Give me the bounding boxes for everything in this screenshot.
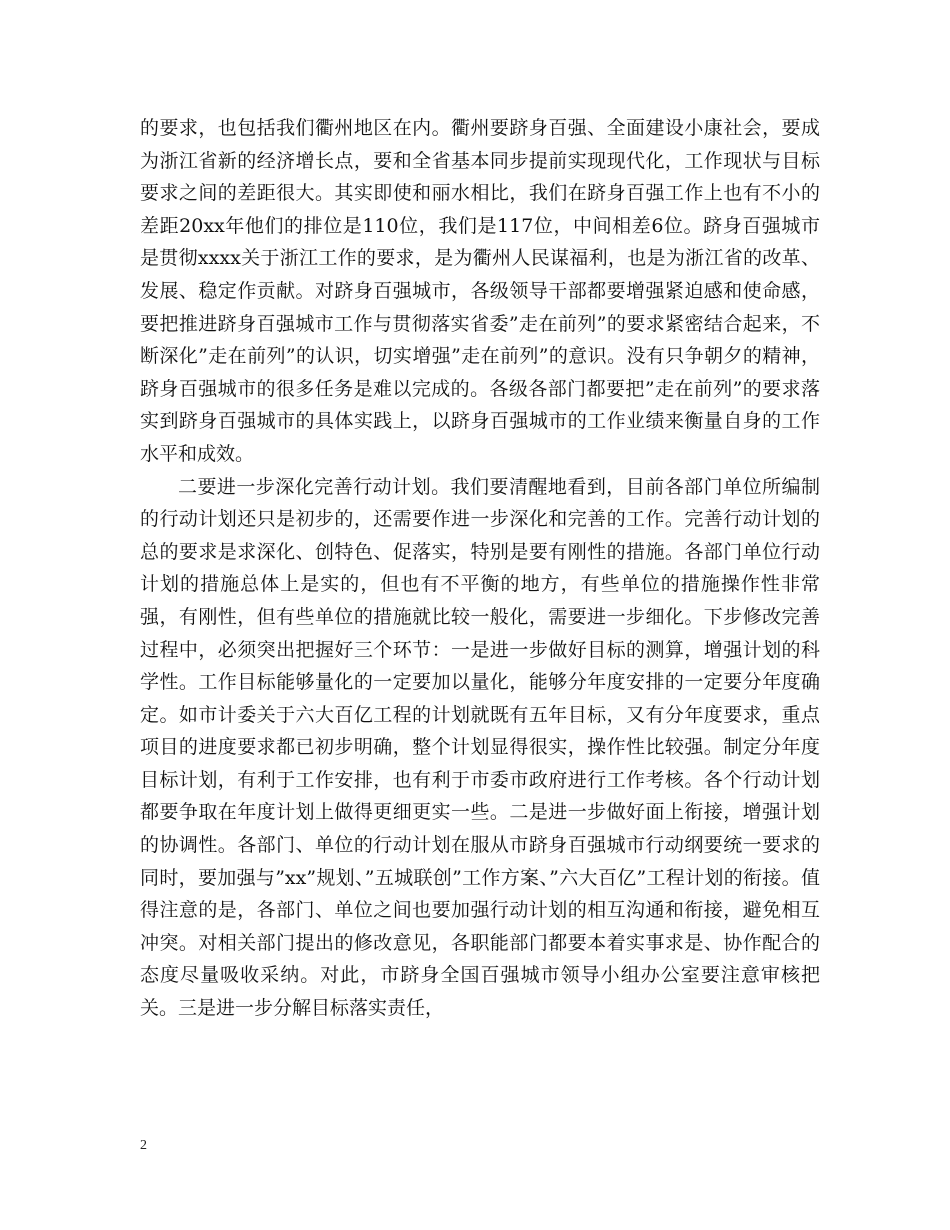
page-number: 2: [140, 1138, 147, 1153]
document-body: [140, 112, 820, 1025]
paragraph-1: 的要求，也包括我们衢州地区在内。衢州要跻身百强、全面建设小康社会，要成为浙江省新的经济增长点，要和全省基本同步提前实现现代化，工作现状与目标要求之间的差距很大。其实即使和丽水相比，我们在跻身百强工作上也有不小的差距20xx年他们的排位是110位，我们是117位，中间相差6位。跻身百强城市是贯彻xxxx关于浙江工作的要求，是为衢州人民谋福利，也是为浙江省的改革、发展、稳定作贡献。对跻身百强城市，各级领导干部都要增强紧迫感和使命感，要把推进跻身百强城市工作与贯彻落实省委”走在前列”的要求紧密结合起来，不断深化”走在前列”的认识，切实增强”走在前列”的意识。没有只争朝夕的精神，跻身百强城市的很多任务是难以完成的。各级各部门都要把”走在前列”的要求落实到跻身百强城市的具体实践上，以跻身百强城市的工作业绩来衡量自身的工作水平和成效。: [140, 117, 820, 465]
paragraph-2: 二要进一步深化完善行动计划。我们要清醒地看到，目前各部门单位所编制的行动计划还只是初步的，还需要作进一步深化和完善的工作。完善行动计划的总的要求是求深化、创特色、促落实，特别是要有刚性的措施。各部门单位行动计划的措施总体上是实的，但也有不平衡的地方，有些单位的措施操作性非常强，有刚性，但有些单位的措施就比较一般化，需要进一步细化。下步修改完善过程中，必须突出把握好三个环节：一是进一步做好目标的测算，增强计划的科学性。工作目标能够量化的一定要加以量化，能够分年度安排的一定要分年度确定。如市计委关于六大百亿工程的计划就既有五年目标，又有分年度要求，重点项目的进度要求都已初步明确，整个计划显得很实，操作性比较强。制定分年度目标计划，有利于工作安排，也有利于市委市政府进行工作考核。各个行动计划都要争取在年度计划上做得更细更实一些。二是进一步做好面上衔接，增强计划的协调性。各部门、单位的行动计划在服从市跻身百强城市行动纲要统一要求的同时，要加强与”xx”规划、”五城联创”工作方案、”六大百亿”工程计划的衔接。值得注意的是，各部门、单位之间也要加强行动计划的相互沟通和衔接，避免相互冲突。对相关部门提出的修改意见，各职能部门都要本着实事求是、协作配合的态度尽量吸收采纳。对此，市跻身全国百强城市领导小组办公室要注意审核把关。三是进一步分解目标落实责任，: [140, 475, 820, 1020]
